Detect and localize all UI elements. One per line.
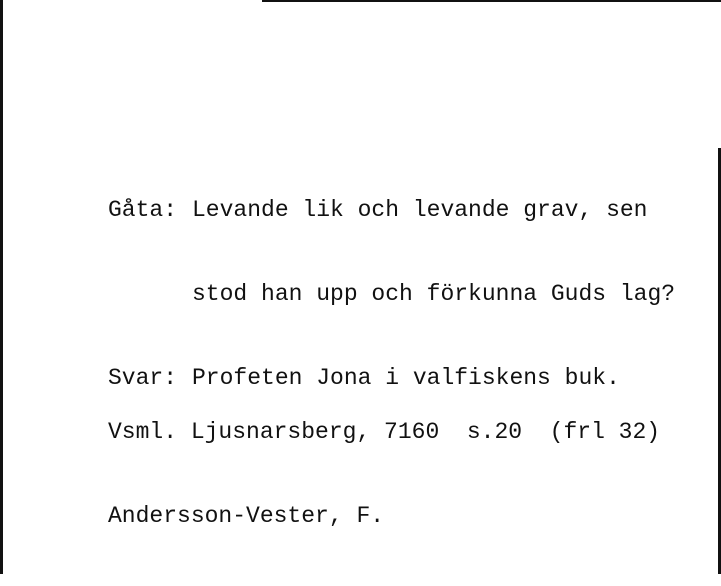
informant-name: Andersson-Vester, F. bbox=[108, 503, 385, 529]
question-text-line-1: Levande lik och levande grav, sen bbox=[192, 197, 648, 223]
question-indent bbox=[108, 280, 192, 308]
answer-label: Svar: bbox=[108, 365, 178, 391]
question-row-1 bbox=[108, 196, 675, 224]
card-left-edge bbox=[0, 0, 3, 574]
question-text-line-2: stod han upp och förkunna Guds lag? bbox=[192, 281, 676, 307]
card-top-edge bbox=[262, 0, 721, 2]
answer-text: Profeten Jona i valfiskens buk. bbox=[192, 365, 620, 391]
question-label: Gåta: bbox=[108, 197, 178, 223]
source-reference: Vsml. Ljusnarsberg, 7160 s.20 (frl 32) bbox=[108, 419, 661, 445]
question-row-2 bbox=[108, 280, 675, 308]
source-block bbox=[108, 362, 660, 586]
